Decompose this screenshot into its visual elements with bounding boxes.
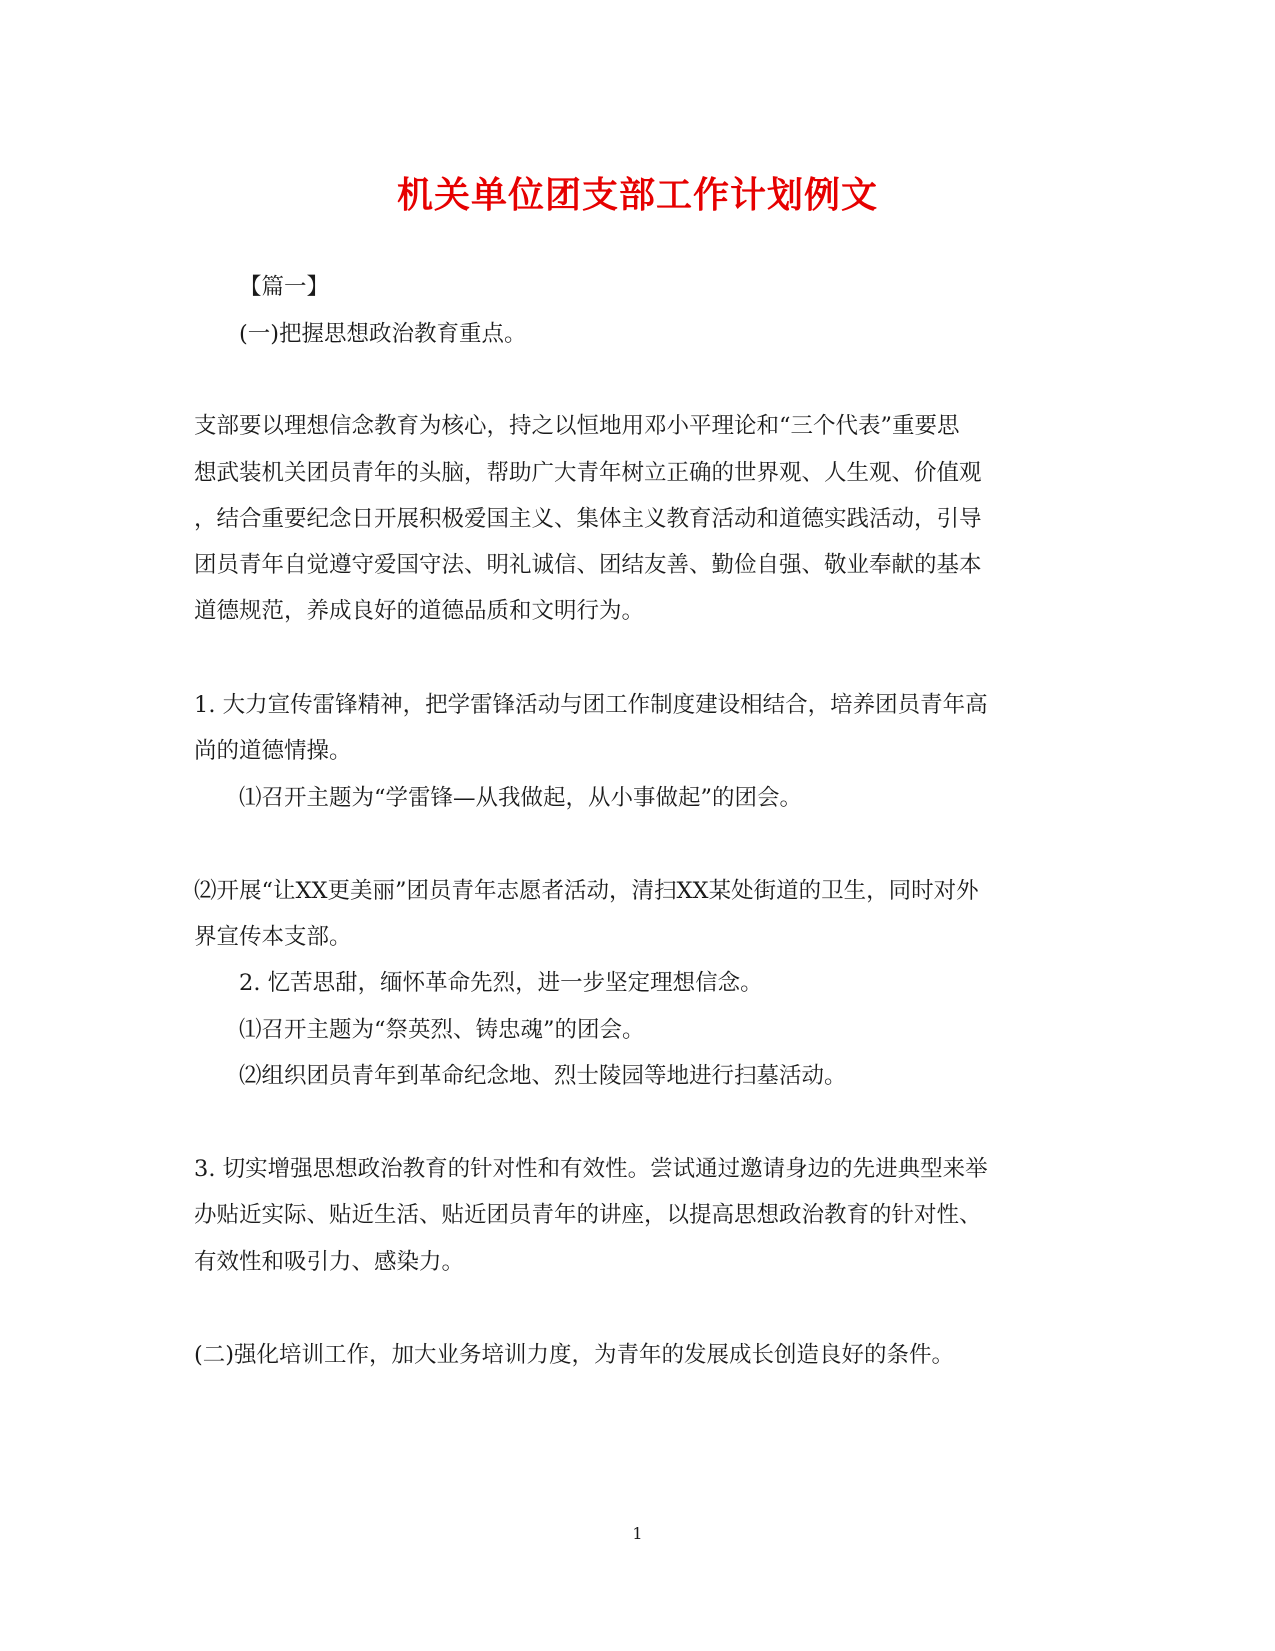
list-item: ⑵组织团员青年到革命纪念地、烈士陵园等地进行扫墓活动。 xyxy=(239,1063,847,1089)
list-item: ⑴召开主题为“祭英烈、铸忠魂”的团会。 xyxy=(239,1017,645,1043)
list-item: 2. 忆苦思甜，缅怀革命先烈，进一步坚定理想信念。 xyxy=(239,970,763,996)
paragraph-line: 3. 切实增强思想政治教育的针对性和有效性。尝试通过邀请身边的先进典型来举 xyxy=(194,1156,988,1182)
paragraph-line: 尚的道德情操。 xyxy=(194,738,352,764)
paragraph-line: 支部要以理想信念教育为核心，持之以恒地用邓小平理论和“三个代表”重要思 xyxy=(194,413,960,439)
paragraph-line: 界宣传本支部。 xyxy=(194,924,352,950)
paragraph-line: (二)强化培训工作，加大业务培训力度，为青年的发展成长创造良好的条件。 xyxy=(194,1342,955,1368)
list-item: ⑴召开主题为“学雷锋—从我做起，从小事做起”的团会。 xyxy=(239,785,803,811)
paragraph-line: 道德规范，养成良好的道德品质和文明行为。 xyxy=(194,598,645,624)
paragraph-line: 团员青年自觉遵守爱国守法、明礼诚信、团结友善、勤俭自强、敬业奉献的基本 xyxy=(194,552,982,578)
section-heading: 【篇一】 xyxy=(239,274,330,300)
paragraph-line: ⑵开展“让XX更美丽”团员青年志愿者活动，清扫XX某处街道的卫生，同时对外 xyxy=(194,878,979,904)
paragraph-line: 有效性和吸引力、感染力。 xyxy=(194,1249,465,1275)
paragraph-line: ，结合重要纪念日开展积极爱国主义、集体主义教育活动和道德实践活动，引导 xyxy=(194,506,982,532)
subsection-heading: (一)把握思想政治教育重点。 xyxy=(239,321,527,347)
page-number: 1 xyxy=(632,1524,643,1543)
document-title: 机关单位团支部工作计划例文 xyxy=(396,174,878,216)
paragraph-line: 办贴近实际、贴近生活、贴近团员青年的讲座，以提高思想政治教育的针对性、 xyxy=(194,1202,982,1228)
paragraph-line: 1. 大力宣传雷锋精神，把学雷锋活动与团工作制度建设相结合，培养团员青年高 xyxy=(194,692,988,718)
paragraph-line: 想武装机关团员青年的头脑，帮助广大青年树立正确的世界观、人生观、价值观 xyxy=(194,460,982,486)
